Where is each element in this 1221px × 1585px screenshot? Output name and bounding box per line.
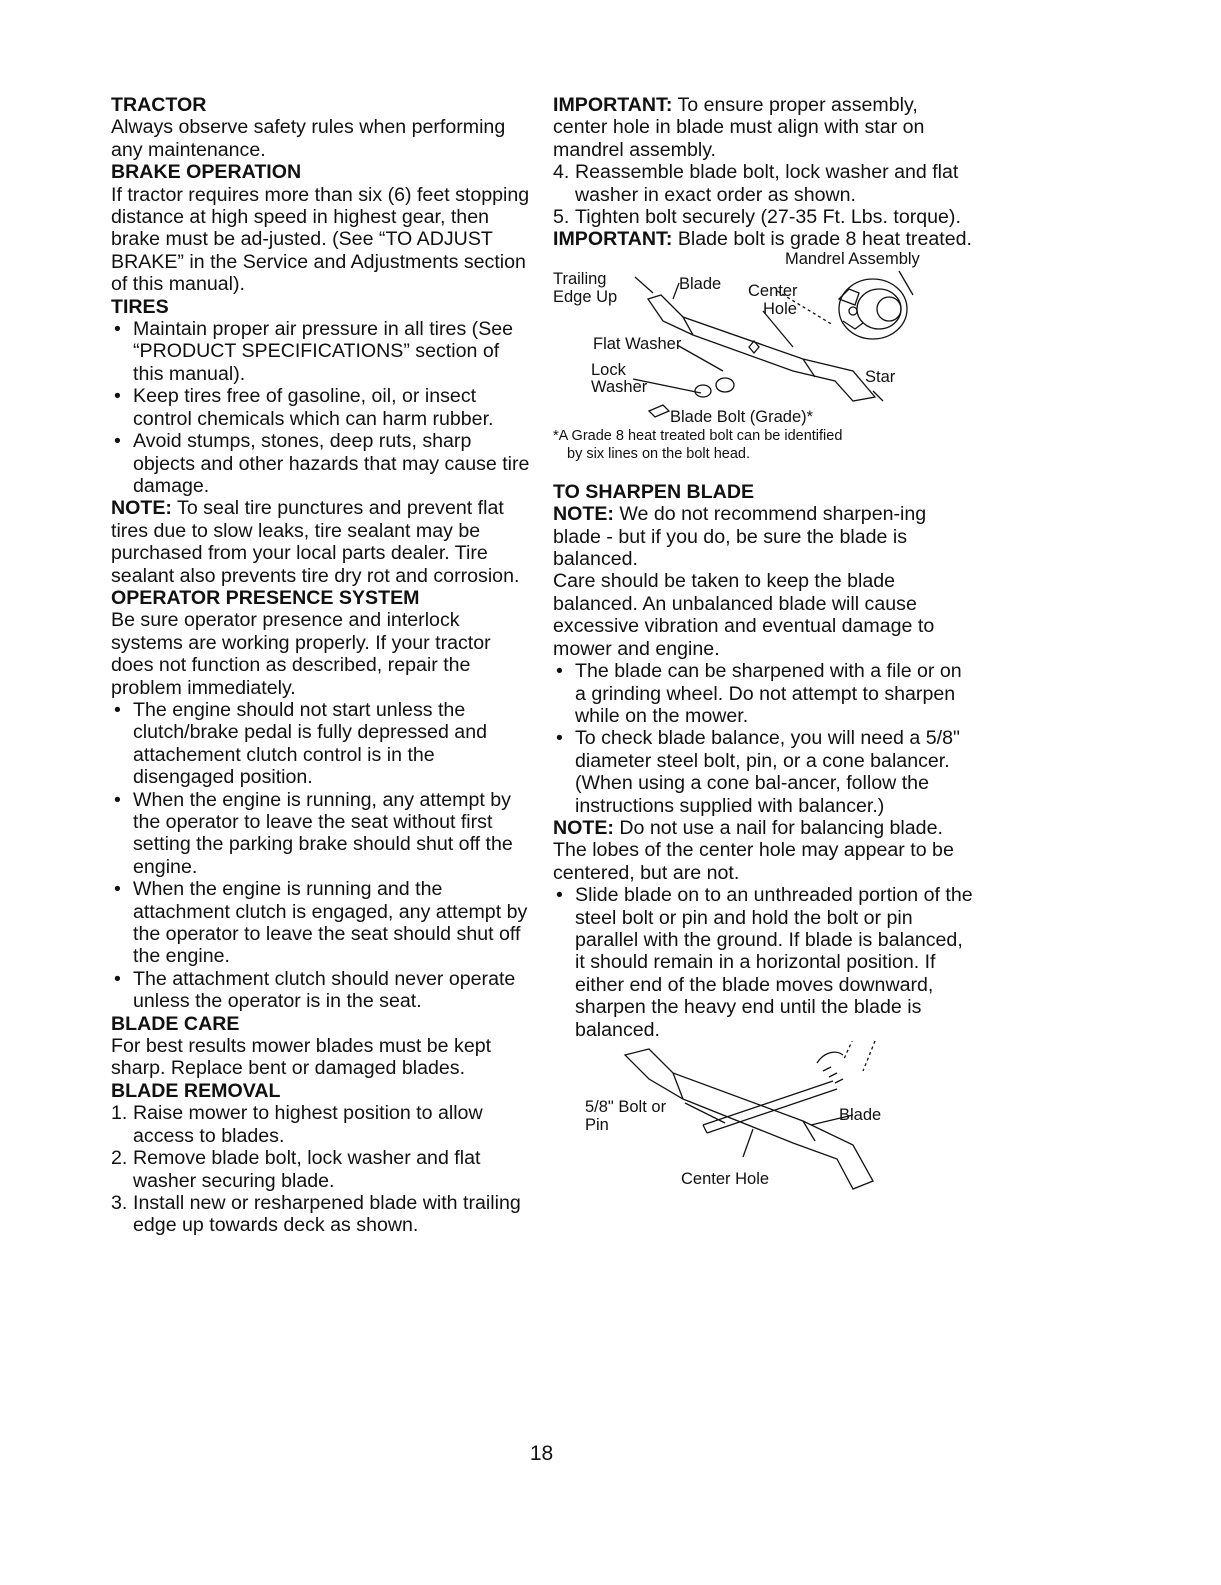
- list-item: • When the engine is running, any attempt by the operator to leave the seat without first setting the parking brake should shut off the engine.: [111, 789, 531, 879]
- list-item: 2. Remove blade bolt, lock washer and flat washer securing blade.: [111, 1147, 481, 1192]
- washer-label: Washer: [591, 377, 648, 396]
- blade-bolt-label: Blade Bolt (Grade)*: [670, 407, 814, 426]
- blade-label: Blade: [839, 1106, 882, 1124]
- note-label: NOTE:: [111, 497, 172, 520]
- list-item: • Slide blade on to an unthreaded portion of the steel bolt or pin and hold the bolt or pin parallel with the ground. If blade is balanced, it should remain in a horizontal position. If either end of the blade moves downward, sharpen the heavy end until the blade is balanced.: [553, 884, 973, 1041]
- right-column: [553, 94, 973, 1211]
- grade-footnote-line1: *A Grade 8 heat treated bolt can be identified: [553, 427, 843, 444]
- list-item: 1. Raise mower to highest position to allow access to blades.: [111, 1102, 483, 1147]
- list-item: • When the engine is running and the attachment clutch is engaged, any attempt by the operator to leave the seat should shut off the engine.: [111, 878, 531, 968]
- list-item: • Avoid stumps, stones, deep ruts, sharp objects and other hazards that may cause tire damage.: [111, 430, 531, 497]
- blade-removal-list: [111, 1102, 531, 1236]
- important-bolt-grade: IMPORTANT: Blade bolt is grade 8 heat treated.: [553, 228, 972, 251]
- sharpen-note: NOTE: We do not recommend sharpen-ing blade - but if you do, be sure the blade is balanced.: [553, 503, 927, 571]
- star-label: Star: [865, 367, 896, 386]
- tires-list: [111, 318, 531, 497]
- edge-up-label: Edge Up: [553, 287, 618, 306]
- mandrel-assembly-label: Mandrel Assembly: [785, 249, 920, 268]
- balance-list: [553, 884, 973, 1041]
- blade-assembly-diagram: [553, 251, 963, 427]
- blade-care-heading: BLADE CARE: [111, 1012, 240, 1035]
- sharpen-blade-heading: TO SHARPEN BLADE: [553, 480, 755, 503]
- hole-label: Hole: [763, 299, 797, 318]
- list-item: 4. Reassemble blade bolt, lock washer and flat washer in exact order as shown.: [553, 161, 959, 206]
- tractor-text: Always observe safety rules when performing any maintenance.: [111, 116, 506, 161]
- flat-washer-label: Flat Washer: [593, 334, 682, 353]
- list-item: • To check blade balance, you will need a 5/8" diameter steel bolt, pin, or a cone balancer. (When using a cone bal-ancer, follow the instructions supplied with balancer.): [553, 727, 973, 817]
- operator-presence-list: [111, 699, 531, 1013]
- blade-care-text: For best results mower blades must be kept sharp. Replace bent or damaged blades.: [111, 1035, 492, 1080]
- list-item: • Keep tires free of gasoline, oil, or insect control chemicals which can harm rubber.: [111, 385, 531, 430]
- list-item: • The engine should not start unless the clutch/brake pedal is fully depressed and attachement clutch control is in the disengaged position.: [111, 699, 531, 789]
- list-item: 3. Install new or resharpened blade with trailing edge up towards deck as shown.: [111, 1191, 521, 1237]
- reassembly-steps: [553, 161, 973, 228]
- list-item: • The blade can be sharpened with a file or on a grinding wheel. Do not attempt to sharpen while on the mower.: [553, 660, 973, 727]
- nail-note: NOTE: Do not use a nail for balancing blade. The lobes of the center hole may appear to be centered, but are not.: [553, 816, 954, 884]
- bolt-or-label: 5/8" Bolt or: [585, 1098, 667, 1116]
- blade-balance-diagram: [553, 1041, 963, 1211]
- center-hole-label: Center Hole: [681, 1170, 770, 1188]
- note-text: To seal tire punctures and prevent flat tires due to slow leaks, tire sealant may be purchased from your local parts dealer. Tire sealant also prevents tire dry rot and corrosion.: [111, 497, 520, 587]
- list-item: 5. Tighten bolt securely (27-35 Ft. Lbs. torque).: [553, 206, 961, 229]
- blade-removal-heading: BLADE REMOVAL: [111, 1079, 281, 1102]
- tractor-heading: TRACTOR: [111, 94, 207, 116]
- operator-presence-text: Be sure operator presence and interlock systems are working properly. If your tractor does not function as described, repair the problem immediately.: [111, 609, 491, 699]
- page-number: 18: [529, 1442, 554, 1465]
- left-column: [111, 94, 531, 1237]
- sharpen-care-text: Care should be taken to keep the blade balanced. An unbalanced blade will cause excessive vibration and eventual damage to mower and engine.: [553, 570, 935, 660]
- tires-heading: TIRES: [111, 295, 169, 318]
- important-alignment: IMPORTANT: To ensure proper assembly, center hole in blade must align with star on mandrel assembly.: [553, 94, 925, 161]
- center-label: Center: [748, 281, 798, 300]
- trailing-label: Trailing: [553, 269, 607, 288]
- blade-label: Blade: [679, 274, 722, 293]
- brake-operation-text: If tractor requires more than six (6) feet stopping distance at high speed in highest gear, then brake must be ad-justed. (See “TO ADJUST BRAKE” in the Service and Adjustments section of this manual).: [111, 183, 530, 296]
- operator-presence-heading: OPERATOR PRESENCE SYSTEM: [111, 586, 420, 609]
- sharpen-list: [553, 660, 973, 817]
- tire-note: [111, 497, 531, 587]
- list-item: • Maintain proper air pressure in all tires (See “PRODUCT SPECIFICATIONS” section of this manual).: [111, 318, 531, 385]
- lock-label: Lock: [591, 360, 626, 379]
- grade-footnote-line2: by six lines on the bolt head.: [567, 445, 750, 462]
- pin-label: Pin: [585, 1116, 609, 1134]
- list-item: • The attachment clutch should never operate unless the operator is in the seat.: [111, 968, 531, 1013]
- brake-operation-heading: BRAKE OPERATION: [111, 161, 302, 184]
